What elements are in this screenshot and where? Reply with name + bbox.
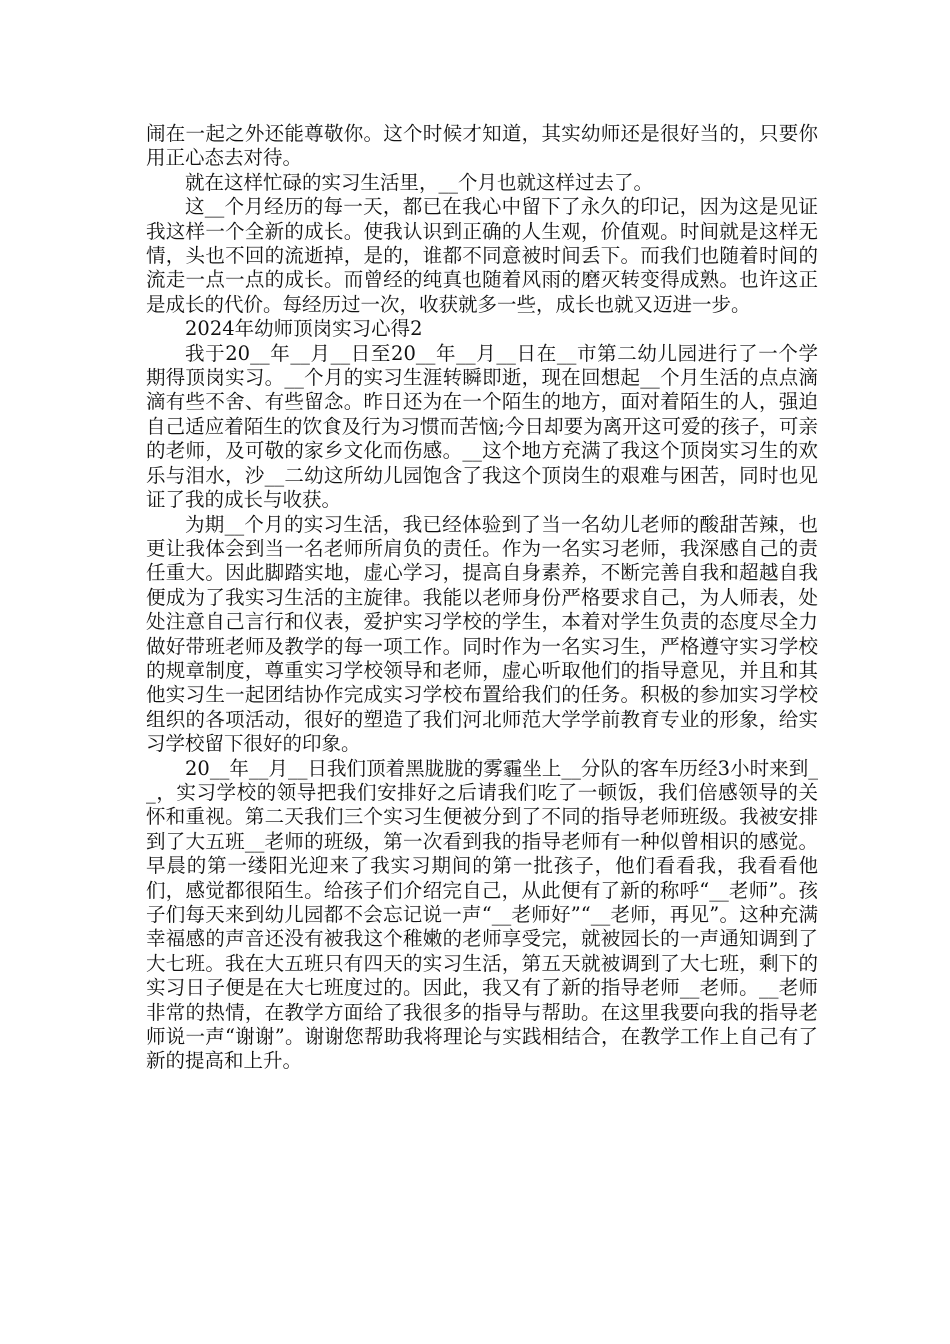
- paragraph: 我于20__年__月__日至20__年__月__日在__市第二幼儿园进行了一个学期得顶岗实习。__个月的实习生涯转瞬即逝，现在回想起__个月生活的点点滴滴有些不舍、有些留念。昨日还为在一个陌生的地方，面对着陌生的人，强迫自己适应着陌生的饮食及行为习惯而苦恼;今日却要为离开这可爱的孩子，可亲的老师，及可敬的家乡文化而伤感。__这个地方充满了我这个顶岗实习生的欢乐与泪水，沙__二幼这所幼儿园饱含了我这个顶岗生的艰难与困苦，同时也见证了我的成长与收获。: [146, 341, 818, 512]
- paragraph-continued: 闹在一起之外还能尊敬你。这个时候才知道，其实幼师还是很好当的，只要你用正心态去对待。: [146, 122, 818, 170]
- paragraph: 为期__个月的实习生活，我已经体验到了当一名幼儿老师的酸甜苦辣，也更让我体会到当一名老师所肩负的责任。作为一名实习老师，我深感自己的责任重大。因此脚踏实地，虚心学习，提高自身素养，不断完善自我和超越自我便成为了我实习生活的主旋律。我能以老师身份严格要求自己，为人师表，处处注意自己言行和仪表，爱护实习学校的学生，本着对学生负责的态度尽全力做好带班老师及教学的每一项工作。同时作为一名实习生，严格遵守实习学校的规章制度，尊重实习学校领导和老师，虚心听取他们的指导意见，并且和其他实习生一起团结协作完成实习学校布置给我们的任务。积极的参加实习学校组织的各项活动，很好的塑造了我们河北师范大学学前教育专业的形象，给实习学校留下很好的印象。: [146, 512, 818, 756]
- paragraph: 20__年__月__日我们顶着黑胧胧的雾霾坐上__分队的客车历经3小时来到__，实习学校的领导把我们安排好之后请我们吃了一顿饭，我们倍感领导的关怀和重视。第二天我们三个实习生便被分到了不同的指导老师班级。我被安排到了大五班__老师的班级，第一次看到我的指导老师有一种似曾相识的感觉。早晨的第一缕阳光迎来了我实习期间的第一批孩子，他们看看我，我看看他们，感觉都很陌生。给孩子们介绍完自己，从此便有了新的称呼“__老师”。孩子们每天来到幼儿园都不会忘记说一声“__老师好”“__老师，再见”。这种充满幸福感的声音还没有被我这个稚嫩的老师享受完，就被园长的一声通知调到了大七班。我在大五班只有四天的实习生活，第五天就被调到了大七班，剩下的实习日子便是在大七班度过的。因此，我又有了新的指导老师__老师。__老师非常的热情，在教学方面给了我很多的指导与帮助。在这里我要向我的指导老师说一声“谢谢”。谢谢您帮助我将理论与实践相结合，在教学工作上自己有了新的提高和上升。: [146, 756, 818, 1073]
- paragraph: 就在这样忙碌的实习生活里，__个月也就这样过去了。: [185, 170, 654, 194]
- document-page: [146, 122, 818, 1074]
- section-heading: 2024年幼师顶岗实习心得2: [185, 317, 423, 341]
- paragraph: 这__个月经历的每一天，都已在我心中留下了永久的印记，因为这是见证我这样一个全新的成长。使我认识到正确的人生观，价值观。时间就是这样无情，头也不回的流逝掉，是的，谁都不同意被时间丢下。而我们也随着时间的流走一点一点的成长。而曾经的纯真也随着风雨的磨灭转变得成熟。也许这正是成长的代价。每经历过一次，收获就多一些，成长也就又迈进一步。: [146, 195, 818, 316]
